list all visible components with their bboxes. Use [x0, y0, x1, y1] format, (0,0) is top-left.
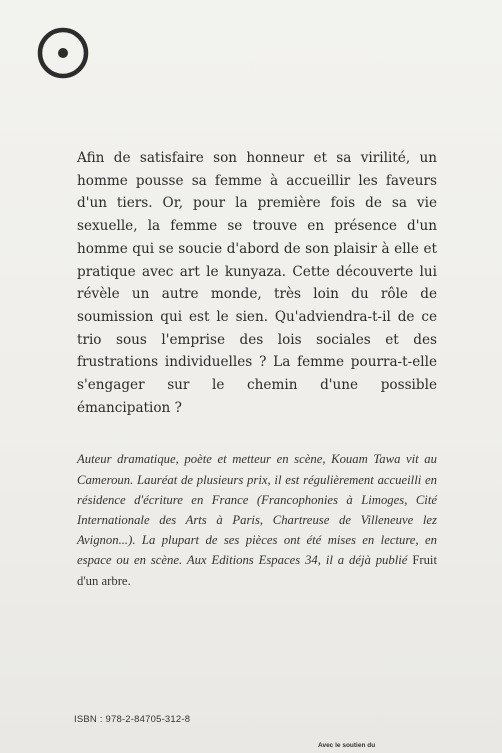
- back-cover-text: [77, 147, 437, 591]
- author-bio-text: Auteur dramatique, poète et metteur en scène, Kouam Tawa vit au Cameroun. Lauréat de plusieurs prix, il est régulièrement accueilli en résidence d'écriture en France (Francophonies à Limoges, Cité Internationale des Arts à Paris, Chartreuse de Villeneuve lez Avignon...). La plupart de ses pièces ont été mises en lecture, en espace ou en scène. Aux Editions Espaces 34, il a déjà publié: [77, 452, 437, 568]
- synopsis-paragraph: Afin de satisfaire son honneur et sa virilité, un homme pousse sa femme à accueillir les faveurs d'un tiers. Or, pour la première fois de sa vie sexuelle, la femme se trouve en présence d'un homme qui se soucie d'abord de son plaisir à elle et pratique avec art le kunyaza. Cette découverte lui révèle un autre monde, très loin du rôle de soumission qui est le sien. Qu'adviendra-t-il de ce trio sous l'emprise des lois sociales et des frustrations individuelles ? La femme pourra-t-elle s'engager sur le chemin d'une possible émancipation ?: [77, 150, 437, 416]
- logo-center-dot: [58, 48, 68, 58]
- publisher-logo-icon: [36, 26, 90, 80]
- support-credit: Avec le soutien du: [318, 742, 376, 749]
- author-bio-paragraph: [77, 449, 437, 590]
- isbn-number: ISBN : 978-2-84705-312-8: [74, 714, 191, 725]
- book-title: Fruit d'un arbre.: [77, 553, 437, 588]
